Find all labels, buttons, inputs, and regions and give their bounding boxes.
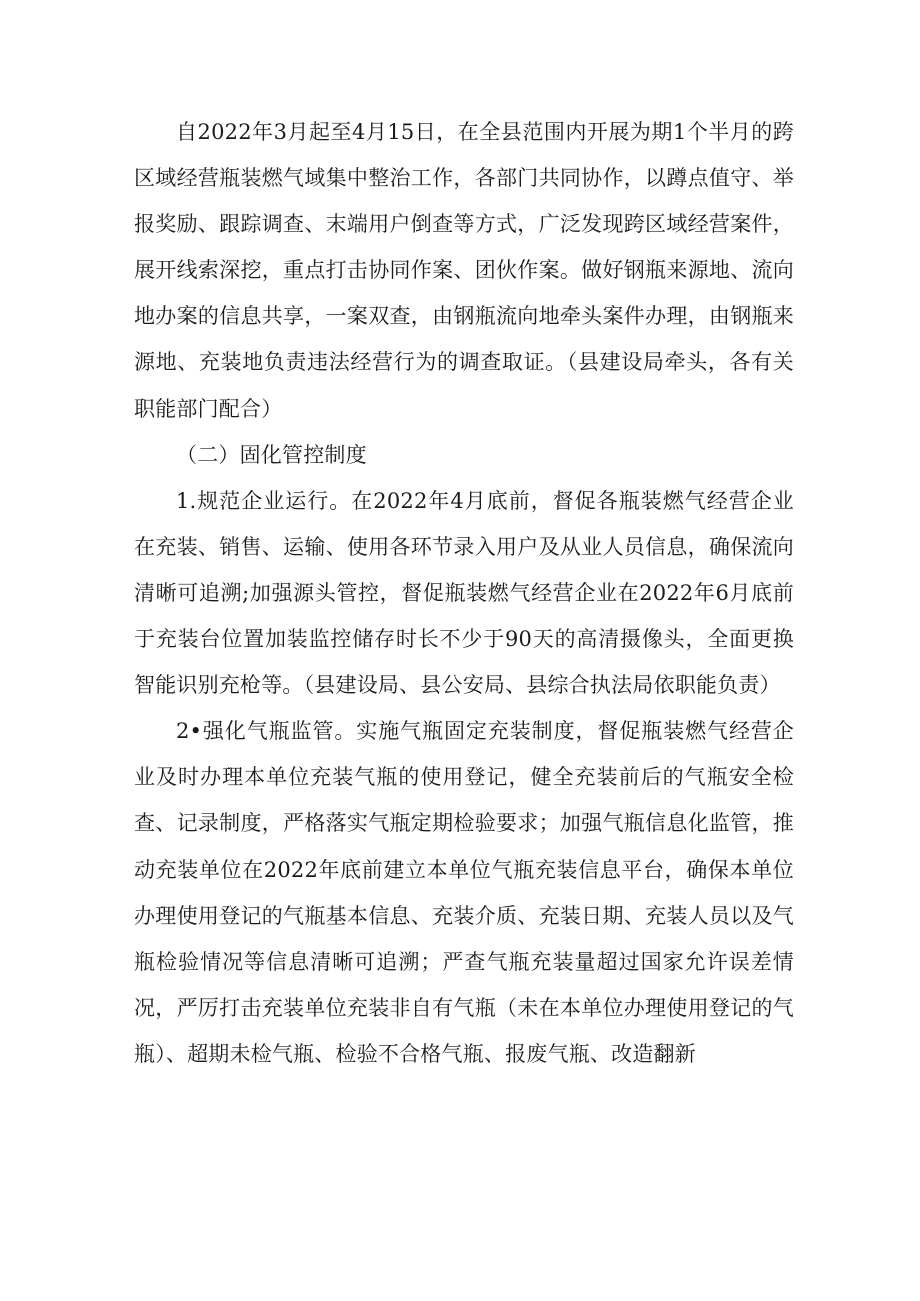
section-heading-control-system: （二）固化管控制度 bbox=[176, 442, 367, 467]
paragraph-enterprise-operation: 1.规范企业运行。在2022年4月底前，督促各瓶装燃气经营企业在充装、销售、运输、使用各环节录入用户及从业人员信息，确保流向清晰可追溯;加强源头管控，督促瓶装燃气经营企业在2022年6月底前于充装台位置加装监控储存时长不少于90天的高清摄像头，全面更换智能识别充枪等。（县建设局、县公安局、县综合执法局依职能负责） bbox=[134, 488, 794, 698]
paragraph-cylinder-supervision: 2•强化气瓶监管。实施气瓶固定充装制度，督促瓶装燃气经营企业及时办理本单位充装气瓶的使用登记，健全充装前后的气瓶安全检查、记录制度，严格落实气瓶定期检验要求；加强气瓶信息化监管，推动充装单位在2022年底前建立本单位气瓶充装信息平台，确保本单位办理使用登记的气瓶基本信息、充装介质、充装日期、充装人员以及气瓶检验情况等信息清晰可追溯；严查气瓶充装量超过国家允许误差情况，严厉打击充装单位充装非自有气瓶（未在本单位办理使用登记的气瓶）、超期未检气瓶、检验不合格气瓶、报废气瓶、改造翻新 bbox=[134, 719, 794, 1066]
document-body bbox=[134, 109, 794, 1077]
paragraph-regional-rectification: 自2022年3月起至4月15日，在全县范围内开展为期1个半月的跨区域经营瓶装燃气域集中整治工作，各部门共同协作，以蹲点值守、举报奖励、跟踪调查、末端用户倒查等方式，广泛发现跨区域经营案件，展开线索深挖，重点打击协同作案、团伙作案。做好钢瓶来源地、流向地办案的信息共享，一案双查，由钢瓶流向地牵头案件办理，由钢瓶来源地、充装地负责违法经营行为的调查取证。（县建设局牵头，各有关职能部门配合） bbox=[134, 120, 794, 421]
